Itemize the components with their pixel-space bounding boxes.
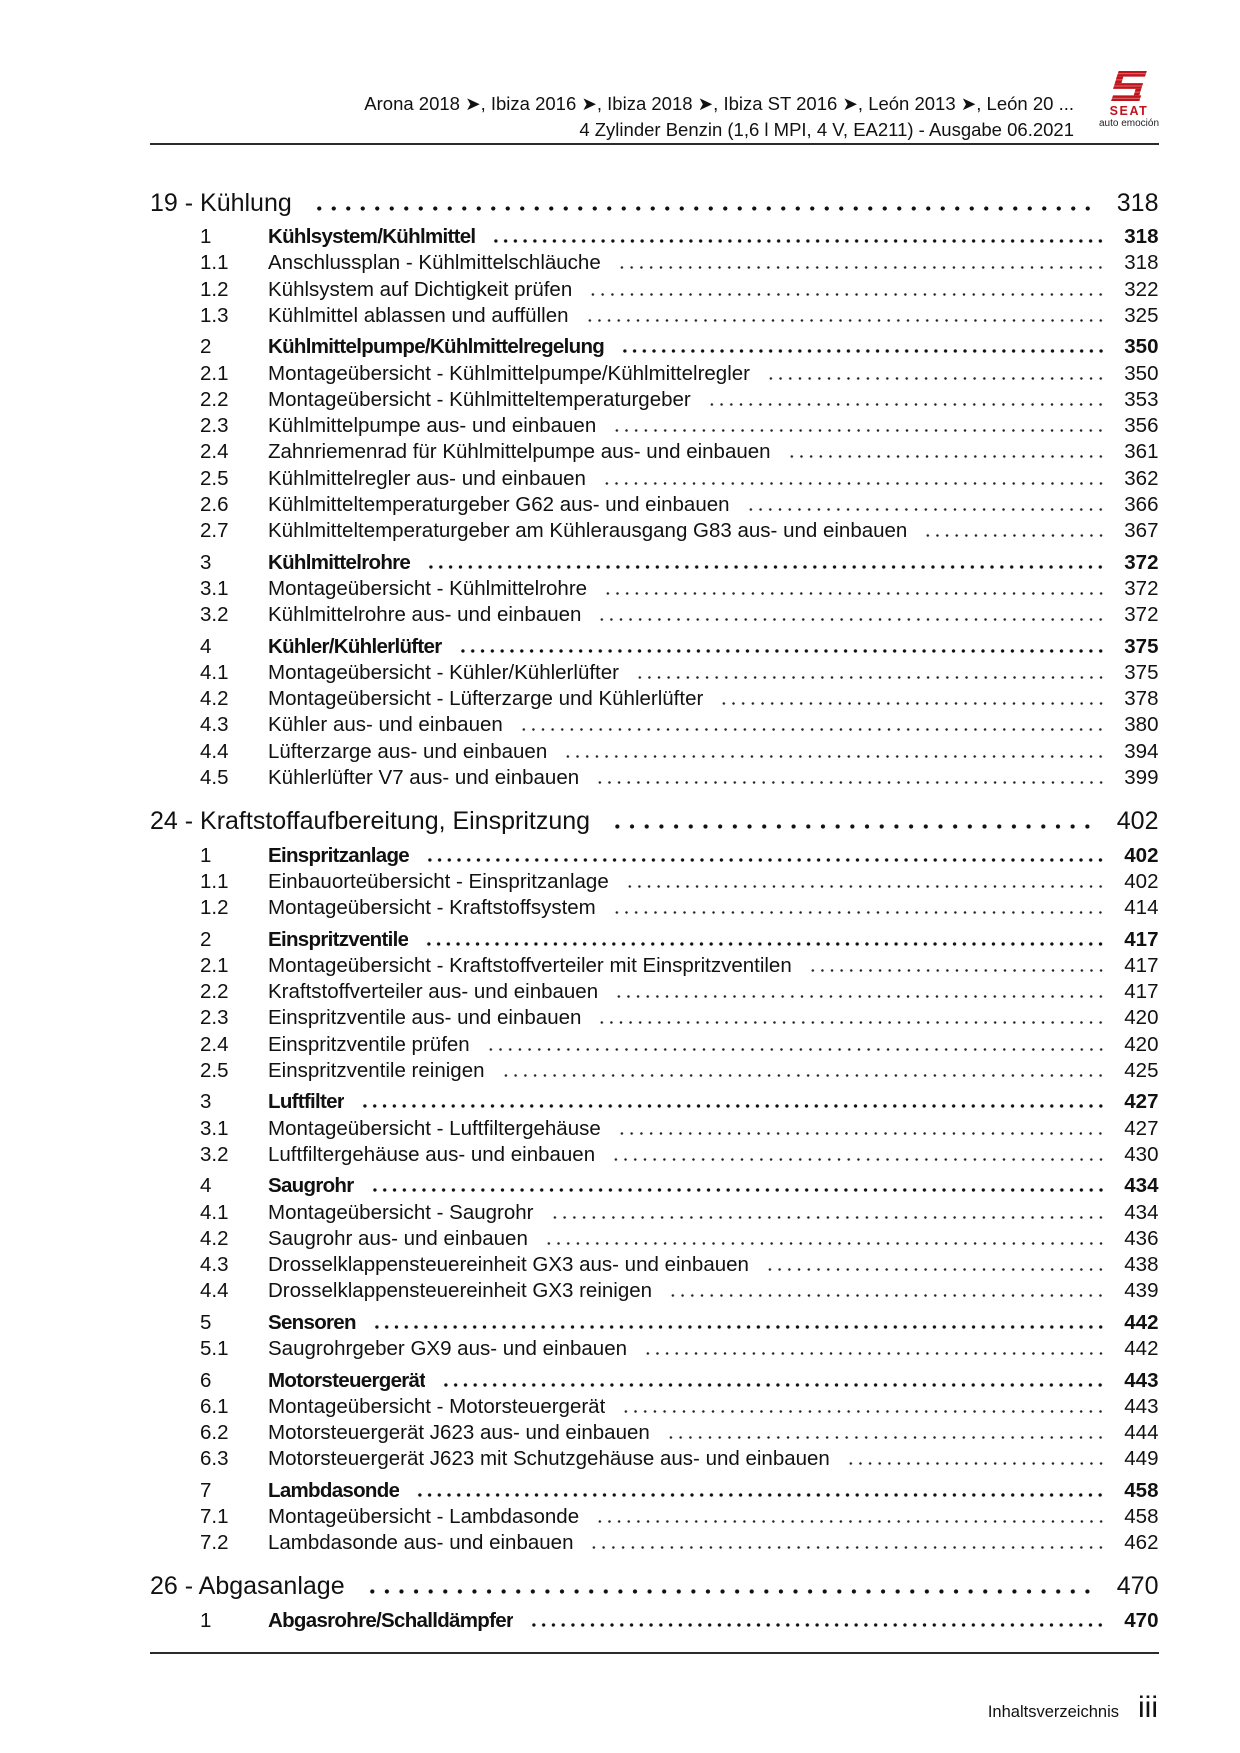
toc-dot-leader	[611, 1158, 1106, 1161]
toc-chapter-page-number: 434	[1124, 1174, 1159, 1198]
page-footer	[988, 1692, 1158, 1724]
toc-chapter-title: Saugrohr	[268, 1174, 354, 1198]
toc-entry-number: 3.2	[200, 1142, 229, 1166]
toc-entry-title: Kühlmittelrohre aus- und einbauen	[268, 603, 582, 627]
toc-entry-number: 1.3	[200, 303, 229, 327]
toc-entry-number: 2.5	[200, 1058, 229, 1082]
toc-entry-number: 5.1	[200, 1337, 229, 1361]
toc-chapter-page-number: 442	[1124, 1310, 1159, 1334]
toc-dot-leader	[707, 403, 1107, 406]
toc-dot-leader	[491, 239, 1106, 243]
toc-entry-number: 4.1	[200, 660, 229, 684]
toc-entry-row[interactable]	[150, 1278, 1159, 1304]
toc-dot-leader	[597, 1021, 1106, 1024]
toc-entry-row[interactable]	[150, 979, 1159, 1005]
toc-chapter-number: 4	[200, 1174, 212, 1198]
toc-entry-number: 4.2	[200, 1226, 229, 1250]
toc-chapter-title: Lambdasonde	[268, 1478, 400, 1502]
toc-entry-title: Kühlmittelregler aus- und einbauen	[268, 466, 586, 490]
toc-chapter-title: Kühlmittelpumpe/Kühlmittelregelung	[268, 335, 605, 359]
toc-entry-title: Montageübersicht - Kraftstoffverteiler mit Einspritzventilen	[268, 953, 792, 977]
toc-dot-leader	[612, 429, 1106, 432]
toc-chapter-title: Luftfilter	[268, 1090, 345, 1114]
toc-entry-number: 1.2	[200, 277, 229, 301]
toc-section-page-number: 402	[1116, 807, 1159, 836]
toc-entry-row[interactable]	[150, 1226, 1159, 1252]
toc-entry-title: Kühler aus- und einbauen	[268, 713, 503, 737]
toc-entry-row[interactable]	[150, 518, 1159, 544]
toc-dot-leader	[766, 377, 1106, 380]
toc-entry-number: 1.1	[200, 251, 229, 275]
toc-entry-title: Montageübersicht - Kühler/Kühlerlüfter	[268, 660, 619, 684]
toc-entry-page-number: 442	[1124, 1337, 1159, 1361]
toc-chapter-title: Kühlsystem/Kühlmittel	[268, 225, 476, 249]
toc-entry-row[interactable]	[150, 686, 1159, 712]
toc-entry-number: 7.2	[200, 1531, 229, 1555]
toc-entry-title: Kühlmitteltemperaturgeber am Kühlerausgang G83 aus- und einbauen	[268, 519, 908, 543]
toc-entry-page-number: 434	[1124, 1200, 1159, 1224]
toc-entry-page-number: 356	[1124, 414, 1159, 438]
toc-chapter-number: 5	[200, 1310, 212, 1334]
toc-entry-number: 2.1	[200, 361, 229, 385]
toc-dot-leader	[365, 1589, 1095, 1594]
table-of-contents	[150, 187, 1159, 1635]
toc-entry-page-number: 318	[1124, 251, 1159, 275]
toc-entry-number: 7.1	[200, 1505, 229, 1529]
toc-entry-title: Einspritzventile prüfen	[268, 1032, 470, 1056]
logo-brand-text: SEAT	[1109, 104, 1149, 118]
header-engine-line: 4 Zylinder Benzin (1,6 l MPI, 4 V, EA211) - Ausgabe 06.2021	[579, 118, 1074, 140]
toc-entry-title: Montageübersicht - Saugrohr	[268, 1200, 534, 1224]
toc-chapter-page-number: 372	[1124, 550, 1159, 574]
toc-entry-page-number: 425	[1124, 1058, 1159, 1082]
toc-chapter-title: Motorsteuergerät	[268, 1368, 426, 1392]
toc-entry-page-number: 427	[1124, 1116, 1159, 1140]
toc-chapter-number: 3	[200, 1090, 212, 1114]
toc-entry-page-number: 322	[1124, 277, 1159, 301]
toc-chapter-row[interactable]	[150, 550, 1159, 576]
toc-entry-page-number: 458	[1124, 1505, 1159, 1529]
toc-entry-number: 2.2	[200, 387, 229, 411]
toc-entry-number: 3.1	[200, 1116, 229, 1140]
toc-entry-row[interactable]	[150, 1058, 1159, 1084]
toc-section-row[interactable]	[150, 1570, 1159, 1604]
toc-chapter-number: 4	[200, 634, 212, 658]
toc-entry-page-number: 367	[1124, 519, 1159, 543]
toc-entry-page-number: 438	[1124, 1253, 1159, 1277]
toc-dot-leader	[617, 1132, 1107, 1135]
toc-dot-leader	[787, 455, 1107, 458]
toc-entry-row[interactable]	[150, 1394, 1159, 1420]
toc-entry-number: 1.2	[200, 896, 229, 920]
toc-entry-row[interactable]	[150, 1200, 1159, 1226]
toc-entry-row[interactable]	[150, 1530, 1159, 1556]
toc-chapter-title: Abgasrohre/Schalldämpfer	[268, 1608, 514, 1632]
toc-chapter-number: 1	[200, 1608, 212, 1632]
toc-chapter-title: Kühler/Kühlerlüfter	[268, 634, 442, 658]
toc-entry-number: 3.2	[200, 603, 229, 627]
toc-dot-leader	[617, 266, 1107, 269]
toc-entry-title: Kühlmitteltemperaturgeber G62 aus- und einbauen	[268, 492, 730, 516]
toc-entry-number: 6.3	[200, 1447, 229, 1471]
toc-dot-leader	[360, 1104, 1106, 1108]
toc-entry-row[interactable]	[150, 1032, 1159, 1058]
toc-entry-number: 6.1	[200, 1394, 229, 1418]
toc-entry-page-number: 402	[1124, 869, 1159, 893]
toc-entry-page-number: 399	[1124, 765, 1159, 789]
toc-entry-page-number: 380	[1124, 713, 1159, 737]
toc-entry-row[interactable]	[150, 439, 1159, 465]
toc-section-page-number: 318	[1116, 188, 1159, 217]
toc-dot-leader	[808, 969, 1107, 972]
toc-chapter-row[interactable]	[150, 1310, 1159, 1336]
toc-entry-row[interactable]	[150, 1420, 1159, 1446]
toc-dot-leader	[610, 824, 1095, 829]
toc-chapter-row[interactable]	[150, 224, 1159, 250]
footer-page-number: iii	[1138, 1691, 1158, 1724]
toc-entry-page-number: 436	[1124, 1226, 1159, 1250]
toc-dot-leader	[625, 885, 1107, 888]
toc-dot-leader	[597, 618, 1106, 621]
toc-chapter-row[interactable]	[150, 1368, 1159, 1394]
toc-chapter-number: 6	[200, 1368, 212, 1392]
header-rule	[150, 143, 1159, 145]
toc-chapter-row[interactable]	[150, 1173, 1159, 1199]
toc-entry-title: Kühlmittelpumpe aus- und einbauen	[268, 414, 597, 438]
toc-chapter-row[interactable]	[150, 634, 1159, 660]
toc-entry-page-number: 350	[1124, 361, 1159, 385]
toc-entry-row[interactable]	[150, 361, 1159, 387]
toc-entry-title: Einspritzventile reinigen	[268, 1058, 485, 1082]
toc-dot-leader	[719, 702, 1106, 705]
toc-entry-title: Montageübersicht - Lüfterzarge und Kühlerlüfter	[268, 687, 704, 711]
toc-chapter-page-number: 458	[1124, 1478, 1159, 1502]
toc-chapter-number: 2	[200, 335, 212, 359]
toc-entry-row[interactable]	[150, 1446, 1159, 1472]
logo-tagline: auto emoción	[1098, 118, 1160, 129]
toc-entry-title: Montageübersicht - Luftfiltergehäuse	[268, 1116, 601, 1140]
toc-entry-title: Montageübersicht - Lambdasonde	[268, 1505, 580, 1529]
toc-dot-leader	[426, 565, 1106, 569]
toc-entry-row[interactable]	[150, 602, 1159, 628]
toc-entry-number: 2.7	[200, 519, 229, 543]
toc-chapter-title: Einspritzanlage	[268, 843, 410, 867]
toc-dot-leader	[643, 1352, 1106, 1355]
toc-entry-page-number: 362	[1124, 466, 1159, 490]
toc-dot-leader	[614, 995, 1106, 998]
toc-entry-title: Kühlsystem auf Dichtigkeit prüfen	[268, 277, 573, 301]
toc-chapter-number: 3	[200, 550, 212, 574]
toc-dot-leader	[372, 1325, 1106, 1329]
toc-dot-leader	[746, 508, 1107, 511]
toc-dot-leader	[620, 349, 1106, 353]
toc-section-row[interactable]	[150, 187, 1159, 221]
toc-section-title: 19 - Kühlung	[150, 188, 292, 217]
toc-entry-page-number: 353	[1124, 387, 1159, 411]
footer-section-label: Inhaltsverzeichnis	[987, 1703, 1119, 1721]
toc-entry-row[interactable]	[150, 492, 1159, 518]
toc-dot-leader	[529, 1623, 1106, 1627]
toc-entry-row[interactable]	[150, 576, 1159, 602]
toc-dot-leader	[550, 1216, 1107, 1219]
toc-entry-number: 2.4	[200, 1032, 229, 1056]
toc-dot-leader	[923, 534, 1106, 537]
toc-entry-number: 2.5	[200, 466, 229, 490]
toc-entry-row[interactable]	[150, 277, 1159, 303]
toc-chapter-row[interactable]	[150, 334, 1159, 360]
toc-entry-row[interactable]	[150, 953, 1159, 979]
toc-dot-leader	[621, 1410, 1106, 1413]
toc-entry-title: Kühlmittel ablassen und auffüllen	[268, 303, 569, 327]
toc-entry-title: Montageübersicht - Kraftstoffsystem	[268, 896, 596, 920]
toc-dot-leader	[595, 781, 1106, 784]
toc-entry-number: 2.3	[200, 1006, 229, 1030]
toc-dot-leader	[666, 1436, 1106, 1439]
toc-entry-title: Lambdasonde aus- und einbauen	[268, 1531, 574, 1555]
toc-dot-leader	[588, 293, 1106, 296]
toc-chapter-page-number: 417	[1124, 927, 1159, 951]
toc-entry-title: Kraftstoffverteiler aus- und einbauen	[268, 980, 599, 1004]
toc-section-title: 26 - Abgasanlage	[150, 1572, 345, 1601]
toc-entry-number: 2.2	[200, 980, 229, 1004]
toc-entry-title: Motorsteuergerät J623 mit Schutzgehäuse aus- und einbauen	[268, 1447, 830, 1471]
toc-entry-row[interactable]	[150, 739, 1159, 765]
toc-chapter-page-number: 318	[1124, 225, 1159, 249]
toc-entry-row[interactable]	[150, 1336, 1159, 1362]
toc-entry-row[interactable]	[150, 895, 1159, 921]
toc-chapter-row[interactable]	[150, 1089, 1159, 1115]
toc-entry-number: 6.2	[200, 1421, 229, 1445]
toc-dot-leader	[846, 1462, 1106, 1465]
toc-dot-leader	[544, 1242, 1106, 1245]
toc-entry-title: Einbauorteübersicht - Einspritzanlage	[268, 869, 609, 893]
toc-entry-page-number: 449	[1124, 1447, 1159, 1471]
toc-entry-row[interactable]	[150, 466, 1159, 492]
toc-dot-leader	[415, 1493, 1106, 1497]
toc-dot-leader	[765, 1268, 1106, 1271]
toc-chapter-row[interactable]	[150, 843, 1159, 869]
toc-dot-leader	[486, 1048, 1107, 1051]
toc-section-row[interactable]	[150, 805, 1159, 839]
toc-entry-row[interactable]	[150, 1005, 1159, 1031]
toc-entry-title: Drosselklappensteuereinheit GX3 reinigen	[268, 1279, 653, 1303]
footer-rule	[150, 1652, 1159, 1654]
toc-entry-title: Montageübersicht - Motorsteuergerät	[268, 1394, 606, 1418]
toc-dot-leader	[519, 728, 1106, 731]
toc-entry-number: 4.5	[200, 765, 229, 789]
toc-dot-leader	[458, 649, 1107, 653]
toc-entry-page-number: 394	[1124, 739, 1159, 763]
toc-entry-row[interactable]	[150, 1504, 1159, 1530]
toc-dot-leader	[563, 755, 1106, 758]
toc-entry-row[interactable]	[150, 387, 1159, 413]
toc-entry-row[interactable]	[150, 250, 1159, 276]
toc-entry-row[interactable]	[150, 1116, 1159, 1142]
toc-entry-number: 2.1	[200, 953, 229, 977]
toc-chapter-title: Kühlmittelrohre	[268, 550, 411, 574]
toc-chapter-page-number: 427	[1124, 1090, 1159, 1114]
toc-entry-title: Motorsteuergerät J623 aus- und einbauen	[268, 1421, 650, 1445]
seat-s-logo-icon	[1110, 70, 1148, 102]
toc-entry-page-number: 417	[1124, 980, 1159, 1004]
toc-entry-title: Einspritzventile aus- und einbauen	[268, 1006, 582, 1030]
toc-entry-row[interactable]	[150, 660, 1159, 686]
toc-entry-title: Montageübersicht - Kühlmittelpumpe/Kühlmittelregler	[268, 361, 750, 385]
toc-chapter-row[interactable]	[150, 927, 1159, 953]
toc-chapter-row[interactable]	[150, 1478, 1159, 1504]
toc-entry-page-number: 361	[1124, 440, 1159, 464]
toc-dot-leader	[585, 319, 1107, 322]
toc-entry-page-number: 372	[1124, 576, 1159, 600]
toc-section-page-number: 470	[1116, 1572, 1159, 1601]
toc-entry-row[interactable]	[150, 303, 1159, 329]
toc-section-title: 24 - Kraftstoffaufbereitung, Einspritzung	[150, 807, 591, 836]
toc-dot-leader	[441, 1383, 1106, 1387]
toc-chapter-page-number: 350	[1124, 335, 1159, 359]
toc-entry-page-number: 414	[1124, 896, 1159, 920]
toc-entry-page-number: 444	[1124, 1421, 1159, 1445]
toc-dot-leader	[589, 1546, 1106, 1549]
toc-entry-number: 4.1	[200, 1200, 229, 1224]
toc-entry-page-number: 325	[1124, 303, 1159, 327]
toc-entry-number: 4.4	[200, 1279, 229, 1303]
toc-entry-row[interactable]	[150, 869, 1159, 895]
toc-chapter-page-number: 375	[1124, 634, 1159, 658]
toc-entry-row[interactable]	[150, 765, 1159, 791]
toc-entry-title: Zahnriemenrad für Kühlmittelpumpe aus- und einbauen	[268, 440, 771, 464]
toc-entry-number: 4.2	[200, 687, 229, 711]
toc-dot-leader	[612, 911, 1107, 914]
toc-chapter-title: Sensoren	[268, 1310, 356, 1334]
toc-dot-leader	[424, 942, 1106, 946]
toc-entry-page-number: 420	[1124, 1032, 1159, 1056]
toc-entry-title: Kühlerlüfter V7 aus- und einbauen	[268, 765, 580, 789]
toc-entry-title: Saugrohr aus- und einbauen	[268, 1226, 528, 1250]
toc-chapter-page-number: 443	[1124, 1368, 1159, 1392]
toc-dot-leader	[312, 206, 1095, 211]
toc-dot-leader	[635, 676, 1106, 679]
seat-logo	[1096, 70, 1162, 129]
toc-entry-number: 3.1	[200, 576, 229, 600]
toc-entry-number: 2.3	[200, 414, 229, 438]
toc-entry-number: 4.3	[200, 713, 229, 737]
toc-chapter-number: 7	[200, 1478, 212, 1502]
toc-entry-number: 2.4	[200, 440, 229, 464]
toc-entry-page-number: 372	[1124, 603, 1159, 627]
toc-entry-title: Drosselklappensteuereinheit GX3 aus- und einbauen	[268, 1253, 749, 1277]
toc-entry-title: Montageübersicht - Kühlmittelrohre	[268, 576, 588, 600]
toc-entry-title: Saugrohrgeber GX9 aus- und einbauen	[268, 1337, 628, 1361]
toc-chapter-title: Einspritzventile	[268, 927, 409, 951]
toc-chapter-page-number: 402	[1124, 843, 1159, 867]
toc-entry-number: 1.1	[200, 869, 229, 893]
toc-entry-page-number: 439	[1124, 1279, 1159, 1303]
toc-chapter-row[interactable]	[150, 1608, 1159, 1634]
toc-dot-leader	[501, 1074, 1107, 1077]
toc-entry-row[interactable]	[150, 413, 1159, 439]
toc-entry-row[interactable]	[150, 1252, 1159, 1278]
toc-dot-leader	[595, 1520, 1106, 1523]
toc-entry-page-number: 378	[1124, 687, 1159, 711]
toc-entry-page-number: 366	[1124, 492, 1159, 516]
toc-entry-title: Anschlussplan - Kühlmittelschläuche	[268, 251, 601, 275]
toc-entry-title: Luftfiltergehäuse aus- und einbauen	[268, 1142, 596, 1166]
toc-dot-leader	[425, 858, 1106, 862]
toc-entry-page-number: 462	[1124, 1531, 1159, 1555]
toc-entry-page-number: 417	[1124, 953, 1159, 977]
toc-entry-title: Montageübersicht - Kühlmitteltemperaturgeber	[268, 387, 691, 411]
toc-entry-number: 4.3	[200, 1253, 229, 1277]
toc-dot-leader	[370, 1188, 1107, 1192]
toc-chapter-number: 2	[200, 927, 212, 951]
toc-chapter-number: 1	[200, 225, 212, 249]
toc-entry-page-number: 420	[1124, 1006, 1159, 1030]
toc-entry-row[interactable]	[150, 1142, 1159, 1168]
toc-chapter-number: 1	[200, 843, 212, 867]
toc-entry-title: Lüfterzarge aus- und einbauen	[268, 739, 548, 763]
page-header	[364, 91, 1074, 143]
toc-entry-page-number: 430	[1124, 1142, 1159, 1166]
toc-entry-number: 2.6	[200, 492, 229, 516]
toc-chapter-page-number: 470	[1124, 1608, 1159, 1632]
toc-dot-leader	[603, 592, 1106, 595]
toc-dot-leader	[602, 482, 1106, 485]
header-models-line: Arona 2018 ➤, Ibiza 2016 ➤, Ibiza 2018 ➤, Ibiza ST 2016 ➤, León 2013 ➤, León 20 ...	[364, 92, 1074, 114]
toc-entry-row[interactable]	[150, 712, 1159, 738]
toc-entry-page-number: 375	[1124, 660, 1159, 684]
toc-entry-number: 4.4	[200, 739, 229, 763]
toc-dot-leader	[668, 1294, 1106, 1297]
toc-entry-page-number: 443	[1124, 1394, 1159, 1418]
